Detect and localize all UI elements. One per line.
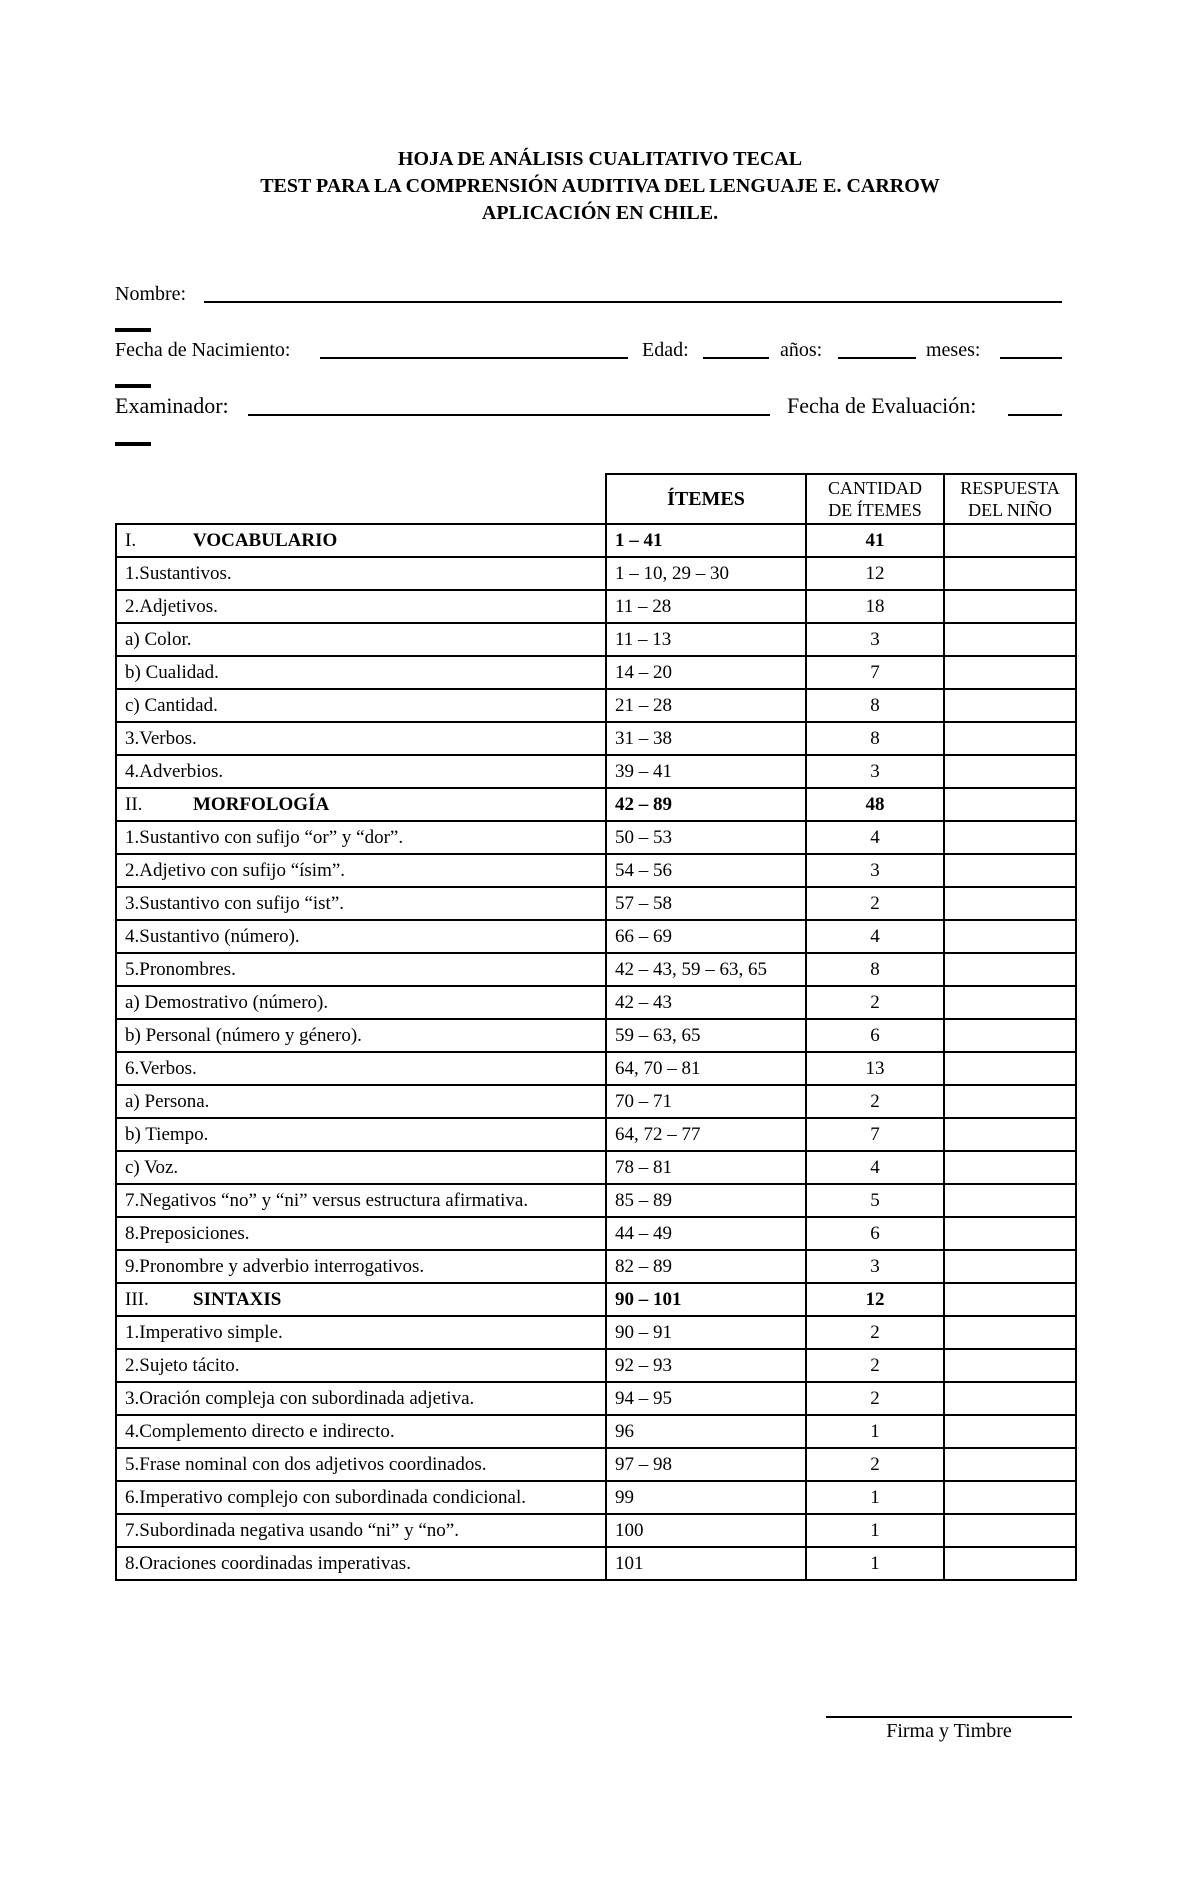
items-cell: 57 – 58 (606, 887, 806, 920)
items-cell: 96 (606, 1415, 806, 1448)
category-cell (116, 986, 606, 1019)
items-cell: 78 – 81 (606, 1151, 806, 1184)
items-table (115, 473, 1077, 1581)
count-cell: 41 (806, 524, 944, 557)
response-cell[interactable] (944, 656, 1076, 689)
category-label: VOCABULARIO (193, 529, 338, 551)
document-title: HOJA DE ANÁLISIS CUALITATIVO TECAL (397, 148, 803, 170)
section-number: I. (125, 529, 137, 551)
category-cell (116, 557, 606, 590)
category-cell (116, 1316, 606, 1349)
table-row (116, 1382, 1076, 1415)
anos-label: años: (780, 339, 823, 361)
table-row (116, 854, 1076, 887)
category-label: 2.Sujeto tácito. (125, 1354, 240, 1376)
table-row (116, 953, 1076, 986)
table-row (116, 1316, 1076, 1349)
anos-field[interactable] (838, 357, 916, 359)
items-cell: 1 – 10, 29 – 30 (606, 557, 806, 590)
header-blank (116, 474, 606, 524)
response-cell[interactable] (944, 1547, 1076, 1580)
category-label: 3.Sustantivo con sufijo “ist”. (125, 892, 345, 914)
category-label: c) Cantidad. (125, 694, 218, 716)
count-cell: 2 (806, 1382, 944, 1415)
table-row (116, 1349, 1076, 1382)
response-cell[interactable] (944, 689, 1076, 722)
items-cell: 70 – 71 (606, 1085, 806, 1118)
category-cell (116, 524, 606, 557)
items-cell: 90 – 91 (606, 1316, 806, 1349)
response-cell[interactable] (944, 1349, 1076, 1382)
response-cell[interactable] (944, 1184, 1076, 1217)
table-row (116, 1217, 1076, 1250)
signature-line[interactable] (826, 1716, 1072, 1718)
category-cell (116, 854, 606, 887)
items-cell: 39 – 41 (606, 755, 806, 788)
table-row (116, 1547, 1076, 1580)
count-cell: 12 (806, 1283, 944, 1316)
line-continuation (115, 442, 151, 446)
items-cell: 99 (606, 1481, 806, 1514)
table-header-row (116, 474, 1076, 524)
fecha-evaluacion-label: Fecha de Evaluación: (787, 393, 977, 418)
fecha-evaluacion-field[interactable] (1008, 414, 1062, 416)
category-cell (116, 1085, 606, 1118)
table-row (116, 986, 1076, 1019)
table-row (116, 722, 1076, 755)
edad-label: Edad: (642, 339, 689, 361)
response-cell[interactable] (944, 953, 1076, 986)
count-cell: 4 (806, 821, 944, 854)
category-label: 1.Imperativo simple. (125, 1321, 283, 1343)
response-cell[interactable] (944, 1151, 1076, 1184)
category-cell (116, 590, 606, 623)
meses-label: meses: (926, 339, 981, 361)
category-label: MORFOLOGÍA (193, 793, 330, 815)
table-row (116, 623, 1076, 656)
count-cell: 3 (806, 854, 944, 887)
response-cell[interactable] (944, 1481, 1076, 1514)
items-cell: 42 – 89 (606, 788, 806, 821)
items-cell: 44 – 49 (606, 1217, 806, 1250)
section-number: II. (125, 793, 143, 815)
section-row (116, 524, 1076, 557)
examinador-field[interactable] (248, 414, 770, 416)
response-cell[interactable] (944, 1382, 1076, 1415)
count-cell: 1 (806, 1547, 944, 1580)
response-cell[interactable] (944, 986, 1076, 1019)
count-cell: 13 (806, 1052, 944, 1085)
items-cell: 42 – 43 (606, 986, 806, 1019)
response-cell[interactable] (944, 524, 1076, 557)
header-items: ÍTEMES (606, 474, 806, 524)
count-cell: 1 (806, 1481, 944, 1514)
header-respuesta: RESPUESTA DEL NIÑO (944, 474, 1076, 524)
category-cell (116, 1283, 606, 1316)
response-cell[interactable] (944, 1283, 1076, 1316)
response-cell[interactable] (944, 722, 1076, 755)
items-cell: 50 – 53 (606, 821, 806, 854)
items-cell: 59 – 63, 65 (606, 1019, 806, 1052)
nombre-field[interactable] (204, 301, 1062, 303)
count-cell: 3 (806, 755, 944, 788)
table-row (116, 689, 1076, 722)
items-cell: 21 – 28 (606, 689, 806, 722)
category-label: 4.Complemento directo e indirecto. (125, 1420, 395, 1442)
examinador-label: Examinador: (115, 393, 229, 418)
category-label: 5.Frase nominal con dos adjetivos coordinados. (125, 1453, 487, 1475)
count-cell: 2 (806, 1085, 944, 1118)
category-cell (116, 656, 606, 689)
table-row (116, 1019, 1076, 1052)
count-cell: 48 (806, 788, 944, 821)
response-cell[interactable] (944, 1019, 1076, 1052)
response-cell[interactable] (944, 821, 1076, 854)
items-cell: 90 – 101 (606, 1283, 806, 1316)
category-label: b) Tiempo. (125, 1123, 209, 1145)
items-cell: 100 (606, 1514, 806, 1547)
category-cell (116, 623, 606, 656)
category-cell (116, 755, 606, 788)
table-row (116, 1052, 1076, 1085)
category-cell (116, 953, 606, 986)
category-cell (116, 1151, 606, 1184)
category-label: a) Persona. (125, 1090, 210, 1112)
count-cell: 8 (806, 722, 944, 755)
response-cell[interactable] (944, 788, 1076, 821)
section-number: III. (125, 1288, 149, 1310)
category-label: 2.Adjetivos. (125, 595, 218, 617)
response-cell[interactable] (944, 1514, 1076, 1547)
table-row (116, 1184, 1076, 1217)
category-label: 1.Sustantivos. (125, 562, 232, 584)
count-cell: 4 (806, 920, 944, 953)
items-cell: 92 – 93 (606, 1349, 806, 1382)
category-cell (116, 1217, 606, 1250)
items-cell: 31 – 38 (606, 722, 806, 755)
section-row (116, 1283, 1076, 1316)
category-label: b) Personal (número y género). (125, 1024, 362, 1046)
items-cell: 11 – 28 (606, 590, 806, 623)
response-cell[interactable] (944, 623, 1076, 656)
response-cell[interactable] (944, 1052, 1076, 1085)
count-cell: 7 (806, 656, 944, 689)
count-cell: 18 (806, 590, 944, 623)
category-label: 5.Pronombres. (125, 958, 236, 980)
category-cell (116, 788, 606, 821)
meses-field[interactable] (1000, 357, 1062, 359)
category-cell (116, 1250, 606, 1283)
response-cell[interactable] (944, 1085, 1076, 1118)
response-cell[interactable] (944, 755, 1076, 788)
count-cell: 2 (806, 1316, 944, 1349)
items-cell: 82 – 89 (606, 1250, 806, 1283)
items-cell: 85 – 89 (606, 1184, 806, 1217)
category-cell (116, 1415, 606, 1448)
table-row (116, 1448, 1076, 1481)
category-label: 6.Verbos. (125, 1057, 197, 1079)
category-label: 6.Imperativo complejo con subordinada condicional. (125, 1486, 526, 1508)
items-cell: 94 – 95 (606, 1382, 806, 1415)
items-cell: 64, 72 – 77 (606, 1118, 806, 1151)
category-cell (116, 1349, 606, 1382)
items-cell: 101 (606, 1547, 806, 1580)
category-cell (116, 1184, 606, 1217)
count-cell: 12 (806, 557, 944, 590)
document-subtitle-2: APLICACIÓN EN CHILE. (481, 202, 719, 224)
count-cell: 5 (806, 1184, 944, 1217)
category-cell (116, 1382, 606, 1415)
header-cantidad: CANTIDAD DE ÍTEMES (806, 474, 944, 524)
category-cell (116, 1118, 606, 1151)
category-cell (116, 689, 606, 722)
category-cell (116, 1547, 606, 1580)
table-row (116, 590, 1076, 623)
section-row (116, 788, 1076, 821)
category-cell (116, 1052, 606, 1085)
response-cell[interactable] (944, 854, 1076, 887)
response-cell[interactable] (944, 1448, 1076, 1481)
table-row (116, 1085, 1076, 1118)
table-row (116, 1415, 1076, 1448)
count-cell: 3 (806, 1250, 944, 1283)
count-cell: 2 (806, 986, 944, 1019)
signature-label: Firma y Timbre (886, 1720, 1012, 1742)
category-label: 8.Preposiciones. (125, 1222, 250, 1244)
response-cell[interactable] (944, 557, 1076, 590)
response-cell[interactable] (944, 590, 1076, 623)
category-label: 4.Adverbios. (125, 760, 224, 782)
response-cell[interactable] (944, 1415, 1076, 1448)
category-cell (116, 1514, 606, 1547)
category-cell (116, 887, 606, 920)
table-row (116, 821, 1076, 854)
table-row (116, 755, 1076, 788)
category-label: 7.Subordinada negativa usando “ni” y “no”. (125, 1519, 459, 1541)
response-cell[interactable] (944, 1217, 1076, 1250)
category-cell (116, 722, 606, 755)
response-cell[interactable] (944, 1316, 1076, 1349)
table-row (116, 887, 1076, 920)
fecha-nacimiento-field[interactable] (320, 357, 628, 359)
response-cell[interactable] (944, 1118, 1076, 1151)
count-cell: 8 (806, 953, 944, 986)
count-cell: 3 (806, 623, 944, 656)
count-cell: 1 (806, 1514, 944, 1547)
category-label: 2.Adjetivo con sufijo “ísim”. (125, 859, 346, 881)
category-label: 3.Verbos. (125, 727, 197, 749)
category-cell (116, 920, 606, 953)
category-label: 3.Oración compleja con subordinada adjetiva. (125, 1387, 475, 1409)
items-cell: 54 – 56 (606, 854, 806, 887)
count-cell: 8 (806, 689, 944, 722)
response-cell[interactable] (944, 920, 1076, 953)
category-label: a) Demostrativo (número). (125, 991, 329, 1013)
category-cell (116, 1019, 606, 1052)
category-label: c) Voz. (125, 1156, 179, 1178)
items-cell: 64, 70 – 81 (606, 1052, 806, 1085)
count-cell: 2 (806, 887, 944, 920)
category-cell (116, 1448, 606, 1481)
table-row (116, 557, 1076, 590)
line-continuation (115, 328, 151, 332)
items-cell: 14 – 20 (606, 656, 806, 689)
table-row (116, 920, 1076, 953)
count-cell: 6 (806, 1019, 944, 1052)
items-cell: 97 – 98 (606, 1448, 806, 1481)
category-label: 1.Sustantivo con sufijo “or” y “dor”. (125, 826, 404, 848)
category-label: 9.Pronombre y adverbio interrogativos. (125, 1255, 425, 1277)
table-row (116, 1250, 1076, 1283)
edad-field[interactable] (703, 357, 769, 359)
count-cell: 2 (806, 1448, 944, 1481)
count-cell: 4 (806, 1151, 944, 1184)
items-cell: 11 – 13 (606, 623, 806, 656)
category-label: 7.Negativos “no” y “ni” versus estructura afirmativa. (125, 1189, 529, 1211)
category-cell (116, 821, 606, 854)
category-label: 8.Oraciones coordinadas imperativas. (125, 1552, 411, 1574)
document-subtitle: TEST PARA LA COMPRENSIÓN AUDITIVA DEL LENGUAJE E. CARROW (260, 175, 940, 197)
items-cell: 1 – 41 (606, 524, 806, 557)
category-label: SINTAXIS (193, 1288, 282, 1310)
fecha-nacimiento-label: Fecha de Nacimiento: (115, 339, 291, 361)
table-row (116, 656, 1076, 689)
response-cell[interactable] (944, 1250, 1076, 1283)
table-row (116, 1481, 1076, 1514)
items-cell: 42 – 43, 59 – 63, 65 (606, 953, 806, 986)
line-continuation (115, 384, 151, 388)
category-cell (116, 1481, 606, 1514)
category-label: a) Color. (125, 628, 192, 650)
count-cell: 2 (806, 1349, 944, 1382)
table-row (116, 1151, 1076, 1184)
count-cell: 7 (806, 1118, 944, 1151)
response-cell[interactable] (944, 887, 1076, 920)
category-label: b) Cualidad. (125, 661, 219, 683)
items-cell: 66 – 69 (606, 920, 806, 953)
nombre-label: Nombre: (115, 283, 187, 305)
count-cell: 1 (806, 1415, 944, 1448)
table-row (116, 1118, 1076, 1151)
table-row (116, 1514, 1076, 1547)
category-label: 4.Sustantivo (número). (125, 925, 300, 947)
count-cell: 6 (806, 1217, 944, 1250)
